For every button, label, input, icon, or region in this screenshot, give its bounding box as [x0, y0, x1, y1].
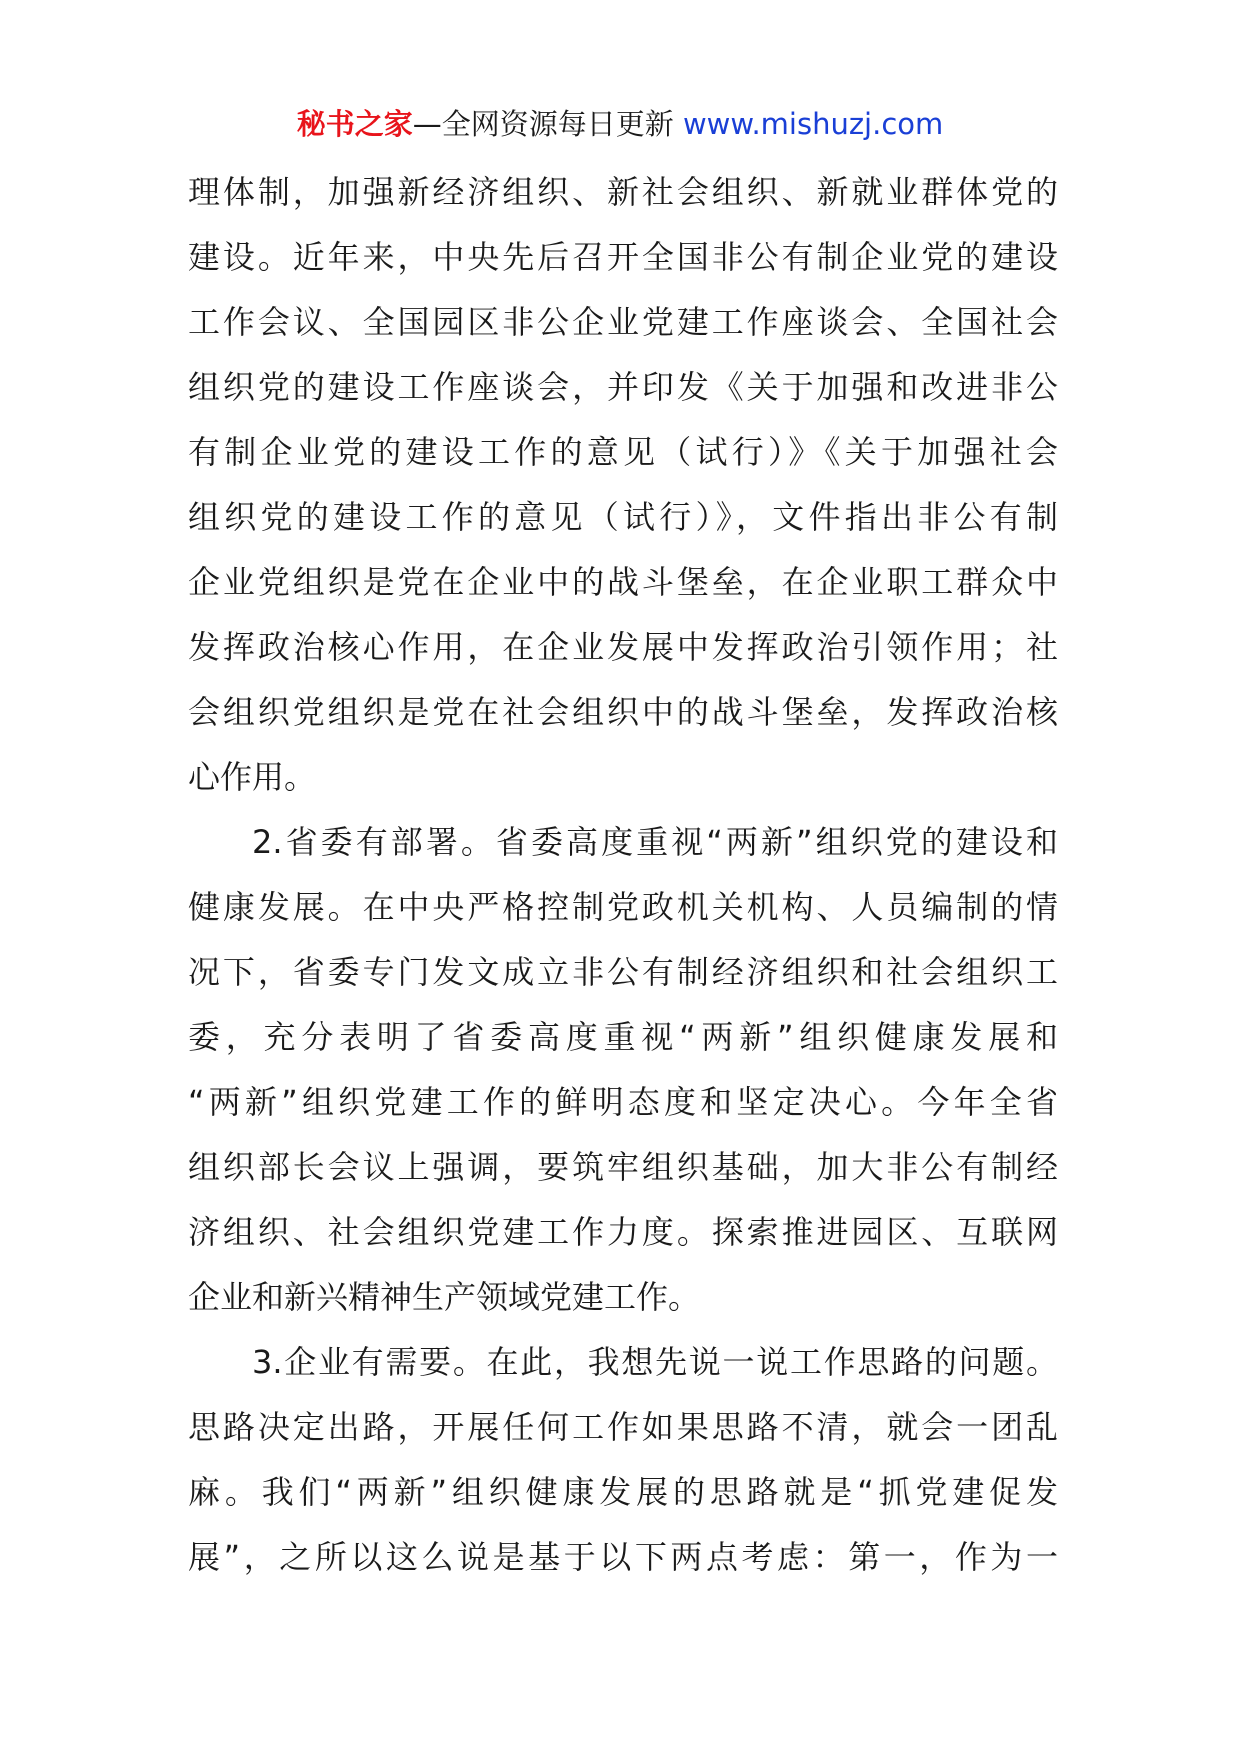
paragraph-start-line: 3.企业有需要。在此，我想先说一说工作思路的问题。: [252, 1343, 1058, 1381]
text-line: “两新”组织党建工作的鲜明态度和坚定决心。今年全省: [188, 1083, 1058, 1121]
text-line: 组织党的建设工作座谈会，并印发《关于加强和改进非公: [188, 368, 1058, 406]
text-line: 委，充分表明了省委高度重视“两新”组织健康发展和: [188, 1018, 1058, 1056]
text-line: 健康发展。在中央严格控制党政机关机构、人员编制的情: [188, 888, 1058, 926]
text-line: 组织部长会议上强调，要筑牢组织基础，加大非公有制经: [188, 1148, 1058, 1186]
site-tagline: —全网资源每日更新: [412, 107, 683, 141]
text-line: 组织党的建设工作的意见（试行）》，文件指出非公有制: [188, 498, 1058, 536]
paragraph-start-line: 2.省委有部署。省委高度重视“两新”组织党的建设和: [252, 823, 1058, 861]
text-line: 建设。近年来，中央先后召开全国非公有制企业党的建设: [188, 238, 1058, 276]
text-line: 展”，之所以这么说是基于以下两点考虑：第一，作为一: [188, 1538, 1058, 1576]
text-line: 心作用。: [188, 758, 317, 796]
text-line: 发挥政治核心作用，在企业发展中发挥政治引领作用；社: [188, 628, 1058, 666]
page-header: [0, 104, 1240, 144]
text-line: 企业党组织是党在企业中的战斗堡垒，在企业职工群众中: [188, 563, 1058, 601]
text-line: 济组织、社会组织党建工作力度。探索推进园区、互联网: [188, 1213, 1058, 1251]
document-body: [188, 160, 1058, 1590]
text-line: 思路决定出路，开展任何工作如果思路不清，就会一团乱: [188, 1408, 1058, 1446]
text-line: 会组织党组织是党在社会组织中的战斗堡垒，发挥政治核: [188, 693, 1058, 731]
site-url-link[interactable]: www.mishuzj.com: [682, 107, 944, 141]
site-brand: 秘书之家: [296, 107, 413, 141]
text-line: 企业和新兴精神生产领域党建工作。: [188, 1278, 701, 1316]
text-line: 理体制，加强新经济组织、新社会组织、新就业群体党的: [188, 173, 1058, 211]
text-line: 有制企业党的建设工作的意见（试行）》《关于加强社会: [188, 433, 1058, 471]
text-line: 工作会议、全国园区非公企业党建工作座谈会、全国社会: [188, 303, 1058, 341]
text-line: 麻。我们“两新”组织健康发展的思路就是“抓党建促发: [188, 1473, 1058, 1511]
text-line: 况下，省委专门发文成立非公有制经济组织和社会组织工: [188, 953, 1058, 991]
